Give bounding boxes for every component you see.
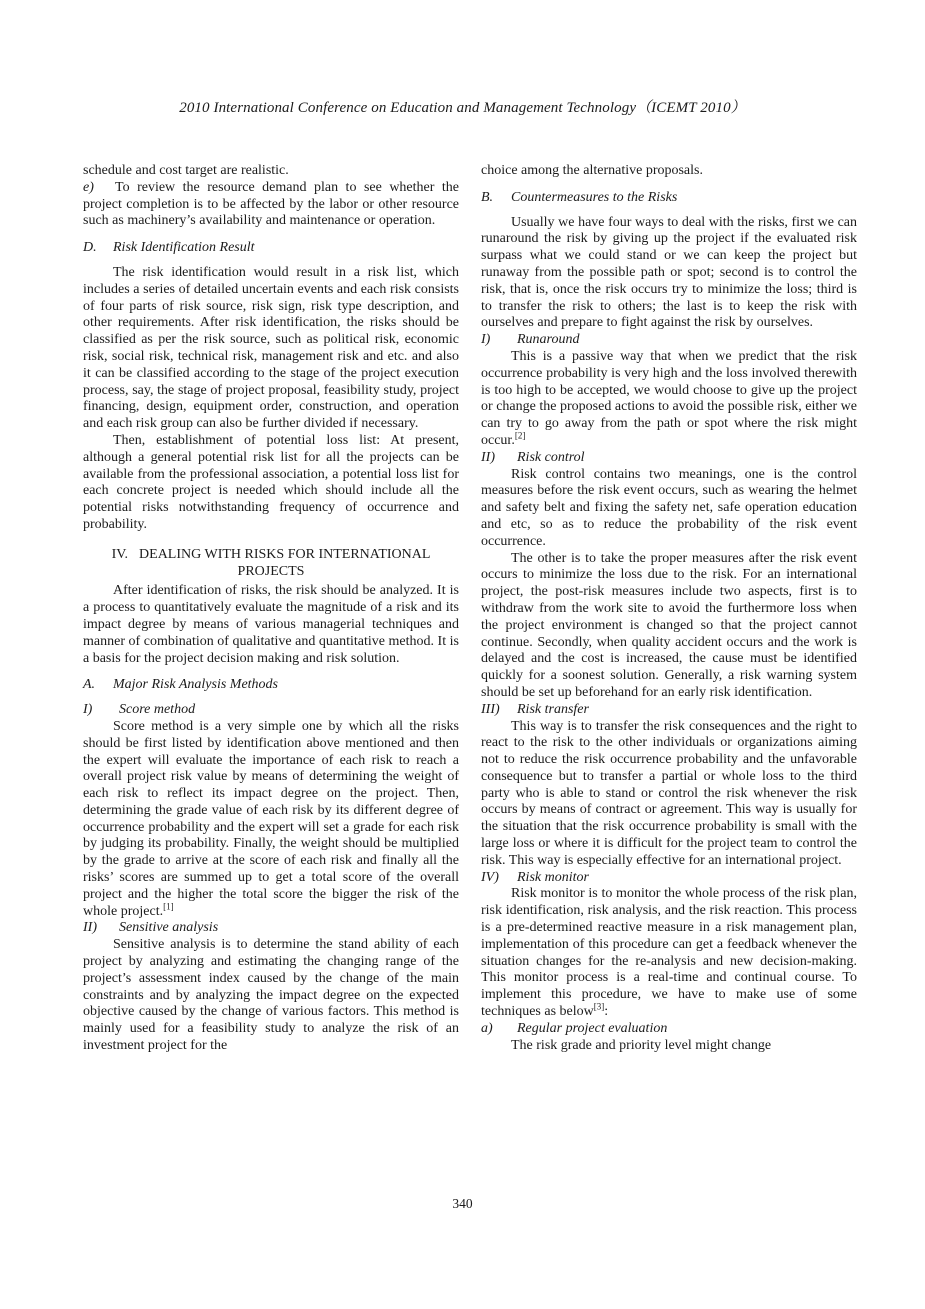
citation-ref-3: [3] xyxy=(593,1001,605,1012)
citation-ref-1: [1] xyxy=(163,901,174,912)
page-number: 340 xyxy=(452,1196,473,1211)
list-item-e xyxy=(83,180,459,230)
heading-text: Risk monitor xyxy=(517,869,589,885)
paragraph-risk-control-before: Risk control contains two meanings, one is the control measures before the risk event occurs, such as wearing the helmet and safety belt and fixing the safety net, safe operation education and etc, so as to reduce the probability of the risk event occurrence. xyxy=(481,466,857,549)
heading-text: Risk Identification Result xyxy=(113,240,255,256)
heading-risk-control xyxy=(481,450,857,467)
heading-label: I) xyxy=(481,332,491,348)
heading-text: Risk transfer xyxy=(517,701,589,717)
left-column xyxy=(83,163,459,1055)
heading-text: Sensitive analysis xyxy=(119,920,219,936)
heading-label: a) xyxy=(481,1020,493,1036)
paragraph-sensitive-analysis: Sensitive analysis is to determine the stand ability of each project by analyzing and estimating the changing range of the project’s assessment index caused by the change of the main constraints and by analyzing the impact degree on the expected objective caused by the change of various factors. This method is mainly used for a feasibility study to analyze the risk of an investment project for the xyxy=(83,937,459,1054)
paragraph-risk-transfer: This way is to transfer the risk consequences and the right to react to the risk to the other individuals or organizations aiming not to reduce the risk occurrence probability and the unfavorable consequence but to transfer a partial or whole loss to the third party who is able to stand or control the risk whenever the risk occurs by means of contract or agreement. This way is usually for the situation that the risk occurrence probability is small with the large loss or where it is difficult for the project team to control the risk. This way is especially effective for an international project. xyxy=(481,718,857,868)
heading-major-risk-analysis-methods xyxy=(83,677,459,694)
paragraph-after-identification: After identification of risks, the risk should be analyzed. It is a process to quantitatively evaluate the magnitude of a risk and its impact degree by means of various managerial techniques and manner of combination of qualitative and quantitative method. It is a basis for the project decision making and risk solution. xyxy=(83,583,459,666)
citation-ref-2: [2] xyxy=(514,430,526,441)
paragraph-potential-loss-list: Then, establishment of potential loss list: At present, although a general potential risk list for all the projects can be available from the professional association, a potential loss list for each concrete project is needed which should include all the potential risks notwithstanding frequency of occurrence and probability. xyxy=(83,432,459,532)
heading-text: Score method xyxy=(119,702,196,718)
paragraph-risk-list: The risk identification would result in a risk list, which includes a series of detailed uncertain events and each risk consists of four parts of risk source, risk sign, risk type description, and other requirements. After risk identification, the risks should be classified as per the risk source, such as political risk, economic risk, social risk, technical risk, management risk and etc. and also it can be classified according to the stage of the project execution process, say, the stage of project proposal, feasibility study, project financing, design, equipment order, construction, and operation and each risk group can also be further divided if necessary. xyxy=(83,264,459,432)
heading-text: Countermeasures to the Risks xyxy=(511,189,678,205)
paragraph-text: This is a passive way that when we predict that the risk occurrence probability is very high and the loss involved therewith is too high to be accepted, we would choose to give up the project or change the proposed actions to avoid the possible risk, either we can try to go away from the path or spot where the risk might occur. xyxy=(481,348,857,448)
heading-runaround xyxy=(481,332,857,349)
heading-label: III) xyxy=(481,701,500,717)
heading-label: B. xyxy=(481,189,494,205)
heading-sensitive-analysis xyxy=(83,920,459,937)
heading-risk-monitor xyxy=(481,870,857,887)
list-label: e) xyxy=(83,179,94,195)
heading-label: D. xyxy=(83,240,97,256)
page-body xyxy=(83,163,857,1055)
heading-text: Regular project evaluation xyxy=(517,1020,668,1036)
section-title: DEALING WITH RISKS FOR INTERNATIONAL PROJECTS xyxy=(139,546,431,579)
heading-label: I) xyxy=(83,702,93,718)
paragraph-runaround xyxy=(481,349,857,450)
heading-text: Runaround xyxy=(517,332,580,348)
heading-risk-identification-result xyxy=(83,240,459,257)
paragraph-four-ways: Usually we have four ways to deal with the risks, first we can runaround the risk by giving up the project if the evaluated risk surpass what we could stand or we can keep the project but runaway from the possible path or spot; second is to control the risk, that is, once the risk occurs try to minimize the loss; third is to transfer the risk to others; the last is to keep the risk with ourselves and prepare to fight against the risk by ourselves. xyxy=(481,214,857,331)
heading-countermeasures xyxy=(481,190,857,207)
paragraph-tail: : xyxy=(604,1004,609,1020)
heading-label: A. xyxy=(83,677,96,693)
paragraph-text: Score method is a very simple one by which all the risks should be first listed by identification above mentioned and then the expert will evaluate the importance of each risk to reach a overall project risk value by means of determining the weight of each risk to reflect its impact degree on the project. Then, determining the grade value of each risk by its different degree of occurrence probability and the expert will set a grade for each risk by judging its probability. Finally, the weight should be multiplied by the grade to arrive at the score of each risk and finally all the risks’ scores are summed up to get a total score of the overall project and the higher the total score the bigger the risk of the whole project. xyxy=(83,718,459,919)
heading-text: Major Risk Analysis Methods xyxy=(113,677,279,693)
right-column xyxy=(481,163,857,1055)
heading-label: II) xyxy=(83,920,97,936)
heading-risk-transfer xyxy=(481,702,857,719)
paragraph-risk-monitor xyxy=(481,886,857,1020)
paragraph-text: Risk monitor is to monitor the whole process of the risk plan, risk identification, risk analysis, and the risk reaction. This process is a pre-determined reactive measure in a risk management plan, implementation of this procedure can get a feedback whenever the situation changes for the re-analysis and new decision-making. This monitor process is a real-time and continual course. To implement this procedure, we have to make use of some techniques as below xyxy=(481,886,857,1020)
paragraph-risk-control-after: The other is to take the proper measures after the risk event occurs to minimize the loss due to the risk. For an international project, the post-risk measures include two aspects, first is to withdraw from the work site to avoid the furthermore loss when the project environment is changed so that the project cannot continue. Secondly, when quality accident occurs and the work is delayed and the cost is increased, the cause must be identified quickly for a soonest solution. Generally, a risk warning system should be set up beforehand for an early risk identification. xyxy=(481,550,857,700)
paragraph-score-method xyxy=(83,719,459,921)
paragraph-choice: choice among the alternative proposals. xyxy=(481,163,703,178)
section-heading-dealing-with-risks xyxy=(83,547,459,581)
heading-label: IV) xyxy=(481,869,499,885)
heading-label: II) xyxy=(481,449,495,465)
heading-text: Risk control xyxy=(517,449,585,465)
paragraph-schedule-cost: schedule and cost target are realistic. xyxy=(83,163,289,178)
paragraph-risk-grade: The risk grade and priority level might change xyxy=(511,1037,772,1053)
list-text: To review the resource demand plan to see whether the project completion is to be affected by the labor or other resource such as machinery’s availability and maintenance or operation. xyxy=(83,179,459,229)
section-number: IV. xyxy=(111,546,129,562)
heading-score-method xyxy=(83,702,459,719)
heading-regular-project-evaluation xyxy=(481,1021,857,1038)
conference-header: 2010 International Conference on Education and Management Technology（ICEMT 2010） xyxy=(179,100,746,116)
